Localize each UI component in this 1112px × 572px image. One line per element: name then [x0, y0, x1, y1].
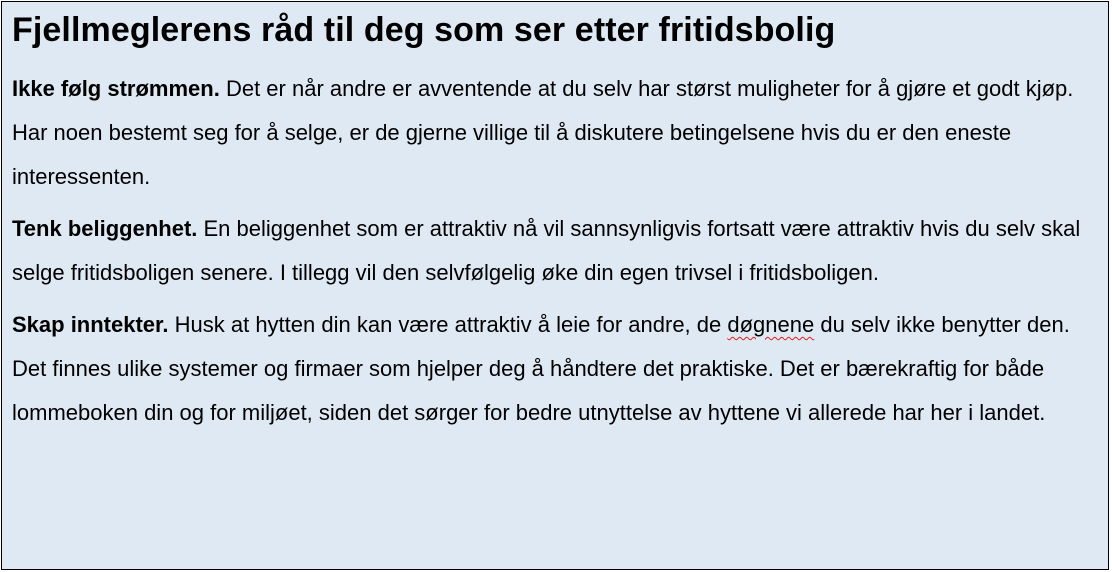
paragraph-text: Det er når andre er avventende at du selv har størst muligheter for å gjøre et godt kjøp. Har noen bestemt seg for å selge, er de gjerne villige til å diskutere betingelsene hvis du er den eneste interessenten.	[12, 76, 1074, 189]
paragraph-text-before: Husk at hytten din kan være attraktiv å leie for andre, de	[168, 312, 728, 337]
paragraph-text: En beliggenhet som er attraktiv nå vil sannsynligvis fortsatt være attraktiv hvis du selv skal selge fritidsboligen senere. I tillegg vil den selvfølgelig øke din egen trivsel i fritidsboligen.	[12, 216, 1081, 285]
paragraph-income	[12, 303, 1098, 435]
paragraph-text-after: du selv ikke benytter den. Det finnes ulike systemer og firmaer som hjelper deg å håndtere det praktiske. Det er bærekraftig for både lommeboken din og for miljøet, siden det sørger for bedre utnyttelse av hyttene vi allerede har her i landet.	[12, 312, 1070, 425]
paragraph-follow-trend	[12, 67, 1098, 199]
paragraph-lead: Tenk beliggenhet.	[12, 216, 198, 241]
spellcheck-flagged-word[interactable]: døgnene	[727, 312, 815, 337]
paragraph-lead: Skap inntekter.	[12, 312, 169, 337]
document-title: Fjellmeglerens råd til deg som ser etter fritidsbolig	[12, 11, 836, 49]
paragraph-location	[12, 207, 1098, 295]
text-box	[1, 1, 1109, 570]
paragraph-lead: Ikke følg strømmen.	[12, 76, 220, 101]
